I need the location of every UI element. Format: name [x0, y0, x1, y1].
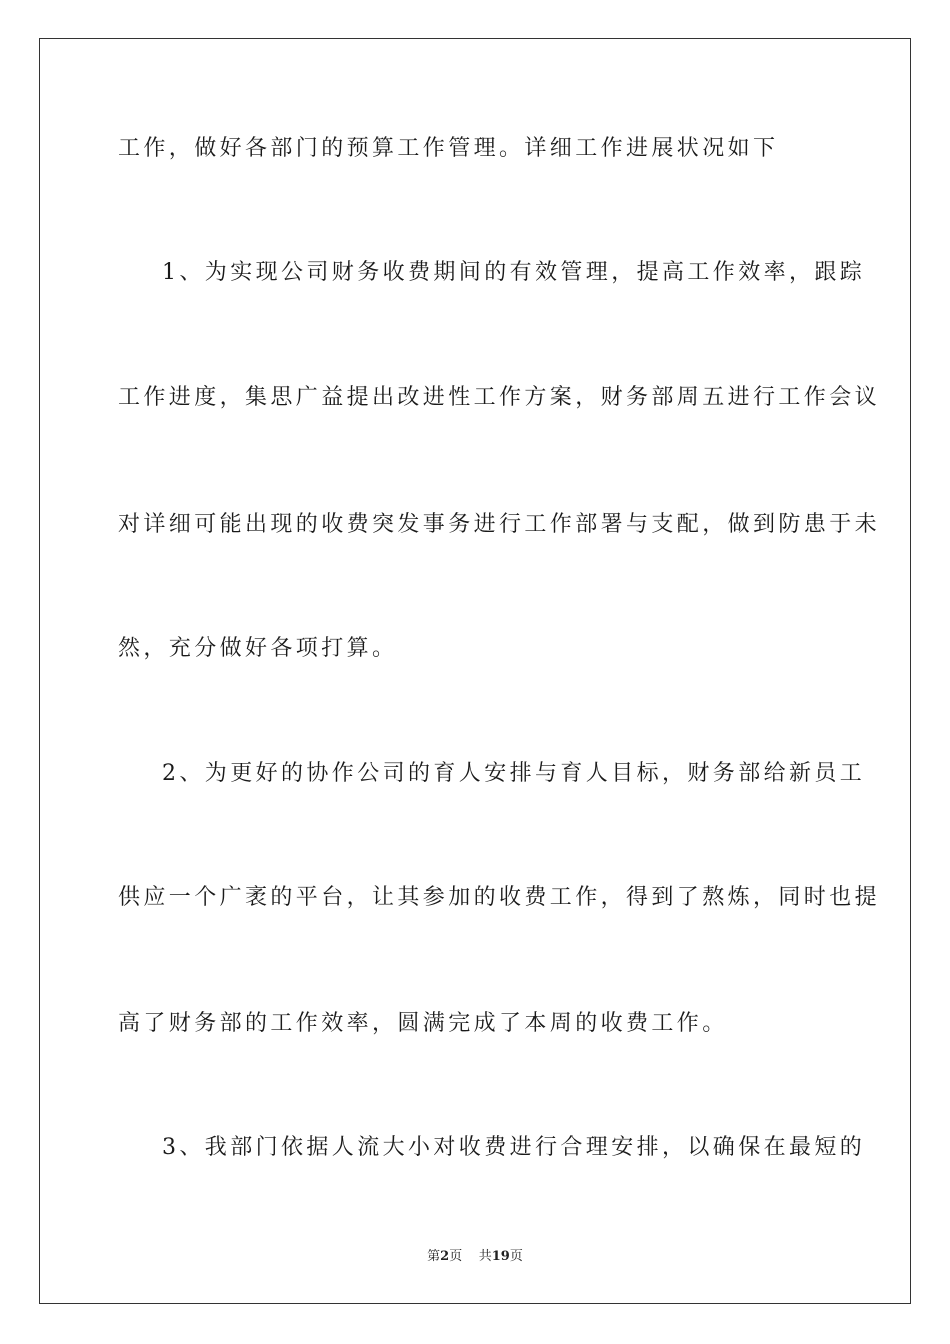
- footer-total-suffix: 页: [509, 1249, 523, 1264]
- text-line-9: 3、我部门依据人流大小对收费进行合理安排，以确保在最短的: [162, 1135, 866, 1160]
- text-line-4: 对详细可能出现的收费突发事务进行工作部署与支配，做到防患于未: [118, 512, 881, 537]
- footer-page-suffix: 页: [449, 1249, 463, 1264]
- footer-total-prefix: 共: [478, 1249, 492, 1264]
- page-border: [39, 38, 911, 1304]
- text-line-3: 工作进度，集思广益提出改进性工作方案，财务部周五进行工作会议: [118, 385, 881, 410]
- text-line-1: 工作，做好各部门的预算工作管理。详细工作进展状况如下: [118, 136, 779, 161]
- footer-page-number: 2: [440, 1249, 450, 1264]
- text-line-8: 高了财务部的工作效率，圆满完成了本周的收费工作。: [118, 1011, 728, 1036]
- text-line-6: 2、为更好的协作公司的育人安排与育人目标，财务部给新员工: [162, 761, 866, 786]
- text-line-5: 然，充分做好各项打算。: [118, 636, 398, 661]
- text-line-2: 1、为实现公司财务收费期间的有效管理，提高工作效率，跟踪: [162, 260, 866, 285]
- text-line-7: 供应一个广袤的平台，让其参加的收费工作，得到了熬炼，同时也提: [118, 885, 881, 910]
- footer-page-prefix: 第: [427, 1249, 441, 1264]
- footer-total-pages: 19: [491, 1249, 510, 1264]
- page-footer: [0, 1248, 950, 1266]
